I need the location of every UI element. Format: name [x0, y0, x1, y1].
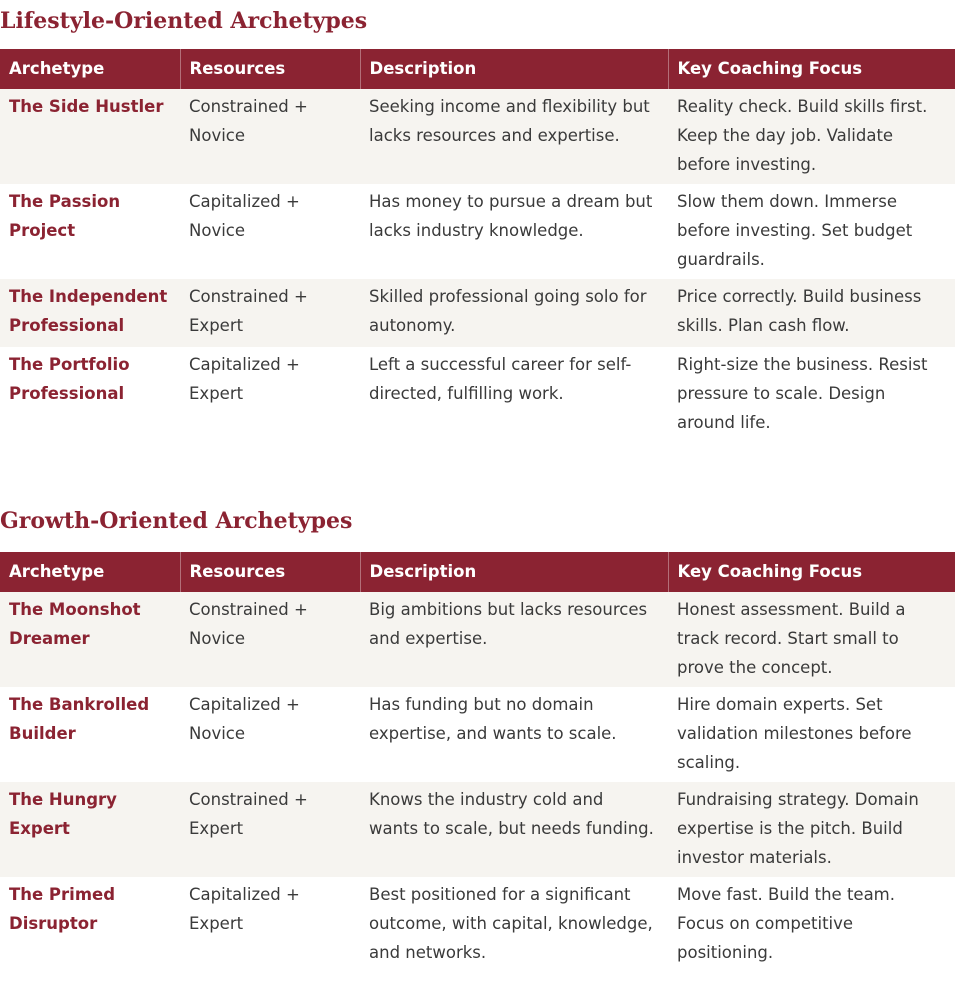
table-row — [0, 687, 955, 782]
resources-cell: Capitalized + Novice — [189, 192, 300, 240]
column-header-description: Description — [360, 552, 668, 592]
focus-cell: Move fast. Build the team. Focus on competitive positioning. — [677, 885, 896, 962]
description-cell: Knows the industry cold and wants to scale, but needs funding. — [360, 782, 668, 877]
focus-cell: Reality check. Build skills first. Keep the day job. Validate before investing. — [668, 89, 955, 184]
table-header-row — [0, 552, 955, 592]
resources-cell: Constrained + Expert — [180, 782, 360, 877]
column-header-description: Description — [360, 49, 668, 89]
description-cell: Skilled professional going solo for autonomy. — [360, 279, 668, 347]
resources-cell: Constrained + Expert — [180, 279, 360, 347]
column-header-archetype: Archetype — [0, 49, 180, 89]
column-header-focus: Key Coaching Focus — [668, 552, 955, 592]
section-title-lifestyle: Lifestyle-Oriented Archetypes — [0, 8, 368, 34]
archetype-name: The Independent Professional — [0, 279, 180, 347]
resources-cell: Constrained + Novice — [180, 89, 360, 184]
resources-cell: Capitalized + Expert — [189, 355, 300, 403]
archetype-name: The Primed Disruptor — [9, 885, 116, 933]
column-header-focus: Key Coaching Focus — [668, 49, 955, 89]
focus-cell: Slow them down. Immerse before investing. Set budget guardrails. — [677, 192, 913, 269]
description-cell: Seeking income and flexibility but lacks resources and expertise. — [360, 89, 668, 184]
column-header-resources: Resources — [180, 49, 360, 89]
archetype-name: The Side Hustler — [0, 89, 180, 184]
table-row — [0, 877, 955, 972]
archetype-name: The Bankrolled Builder — [9, 695, 150, 743]
focus-cell: Hire domain experts. Set validation milestones before scaling. — [677, 695, 912, 772]
lifestyle-archetypes-table — [0, 49, 955, 442]
table-row — [0, 782, 955, 877]
table-row — [0, 347, 955, 442]
table-row — [0, 592, 955, 687]
focus-cell: Right-size the business. Resist pressure to scale. Design around life. — [677, 355, 928, 432]
focus-cell: Fundraising strategy. Domain expertise is the pitch. Build investor materials. — [668, 782, 955, 877]
growth-archetypes-table — [0, 552, 955, 972]
description-cell: Left a successful career for self-directed, fulfilling work. — [369, 355, 632, 403]
column-header-archetype: Archetype — [0, 552, 180, 592]
archetype-name: The Passion Project — [9, 192, 121, 240]
section-title-growth: Growth-Oriented Archetypes — [0, 508, 353, 534]
archetype-name: The Portfolio Professional — [9, 355, 130, 403]
table-row — [0, 279, 955, 347]
archetype-name: The Moonshot Dreamer — [0, 592, 180, 687]
resources-cell: Capitalized + Expert — [189, 885, 300, 933]
resources-cell: Constrained + Novice — [180, 592, 360, 687]
column-header-resources: Resources — [180, 552, 360, 592]
description-cell: Best positioned for a significant outcome, with capital, knowledge, and networks. — [369, 885, 653, 962]
table-header-row — [0, 49, 955, 89]
description-cell: Big ambitions but lacks resources and expertise. — [360, 592, 668, 687]
table-row — [0, 184, 955, 279]
archetype-name: The Hungry Expert — [0, 782, 180, 877]
table-row — [0, 89, 955, 184]
focus-cell: Honest assessment. Build a track record. Start small to prove the concept. — [668, 592, 955, 687]
description-cell: Has money to pursue a dream but lacks industry knowledge. — [369, 192, 653, 240]
focus-cell: Price correctly. Build business skills. Plan cash flow. — [668, 279, 955, 347]
description-cell: Has funding but no domain expertise, and wants to scale. — [369, 695, 617, 743]
resources-cell: Capitalized + Novice — [189, 695, 300, 743]
